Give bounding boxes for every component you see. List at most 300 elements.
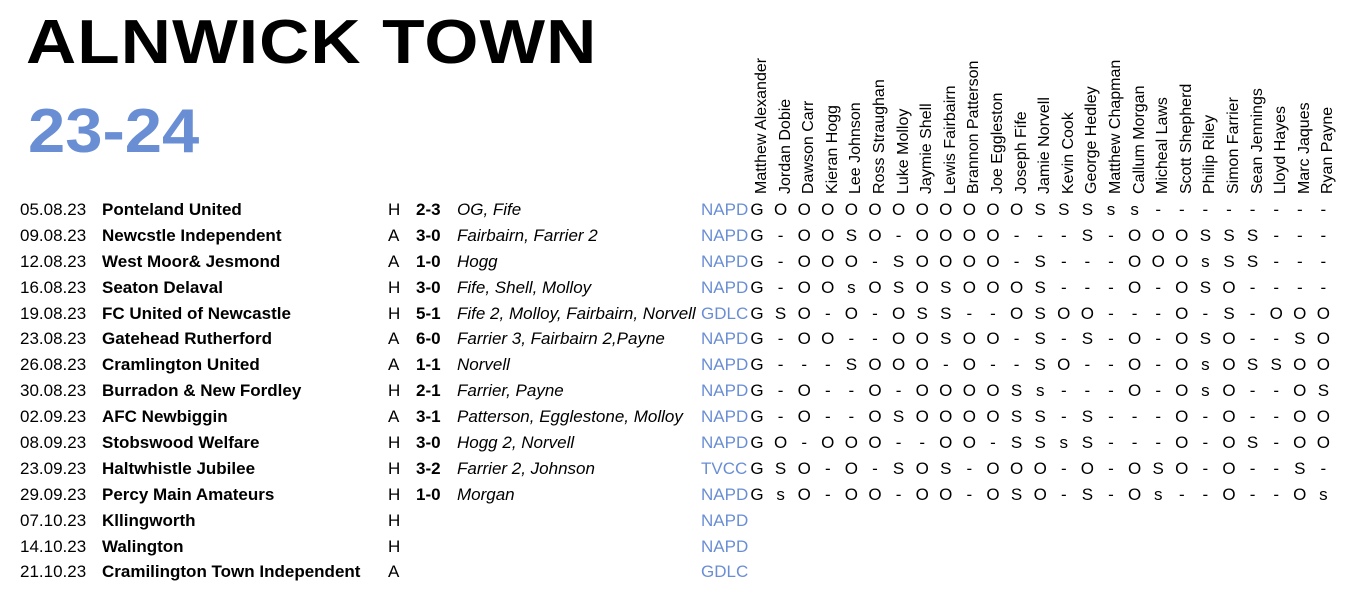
appearance-cell: G [750, 458, 764, 478]
appearance-cell: - [1320, 225, 1327, 245]
match-date: 02.09.23 [20, 407, 87, 427]
appearance-cell: - [1131, 303, 1138, 323]
player-name [891, 0, 915, 194]
appearance-cell: - [1249, 458, 1256, 478]
appearance-cell: S [1081, 225, 1094, 245]
appearance-cell: S [1246, 355, 1259, 375]
appearance-cell: S [845, 355, 858, 375]
player-name-text: Joe Eggleston [989, 92, 1006, 194]
match-date: 29.09.23 [20, 484, 87, 504]
player-name-text: Kevin Cook [1059, 112, 1077, 194]
appearance-cell: - [1131, 433, 1138, 453]
opponent-name: Haltwhistle Jubilee [102, 458, 256, 478]
appearance-cell: - [1108, 303, 1114, 323]
appearance-cell: - [1108, 225, 1114, 245]
appearance-cell: O [1080, 303, 1094, 323]
appearance-cell: O [915, 329, 929, 349]
player-name [1197, 0, 1221, 194]
appearance-cell: - [895, 433, 902, 453]
appearance-cell: - [1202, 458, 1209, 478]
appearance-cell: O [939, 200, 953, 219]
appearance-cell: O [962, 329, 976, 349]
player-name-text: Philip Riley [1201, 114, 1219, 194]
opponent-name: Burradon & New Fordley [102, 381, 302, 401]
appearance-cell: O [868, 225, 882, 245]
appearance-cell: - [1108, 355, 1114, 375]
appearance-cell: O [1222, 277, 1236, 297]
appearance-cell: S [1317, 381, 1330, 401]
appearance-cell: - [1202, 303, 1209, 323]
appearance-cell: O [1222, 381, 1236, 401]
appearance-cell: O [868, 407, 882, 427]
appearance-cell: O [1222, 329, 1236, 349]
appearance-cell: - [777, 407, 784, 427]
competition: GDLC [701, 303, 749, 323]
appearance-cell: O [797, 407, 811, 427]
scorers: Patterson, Egglestone, Molloy [457, 407, 683, 427]
venue: H [388, 484, 401, 504]
scorers: Hogg [457, 251, 498, 271]
appearance-cell: - [1249, 407, 1256, 427]
appearance-cell: - [942, 355, 949, 375]
appearance-cell: S [1199, 329, 1212, 349]
appearance-cell: S [1246, 251, 1259, 271]
appearance-cell: S [1081, 484, 1094, 504]
appearance-cell: - [801, 433, 808, 453]
appearance-cell: O [1033, 484, 1047, 504]
appearance-cell: O [939, 225, 953, 245]
venue: A [388, 251, 400, 271]
appearance-cell: O [1127, 484, 1142, 504]
appearance-cell: O [1293, 381, 1307, 401]
appearance-cell: - [1273, 381, 1280, 401]
appearance-cell: O [1127, 458, 1142, 478]
player-name [1056, 0, 1080, 194]
appearance-cell: s [847, 277, 856, 297]
appearance-cell: - [1108, 458, 1114, 478]
appearance-cell: O [986, 251, 1000, 271]
player-name-text: Dawson Carr [800, 100, 818, 194]
appearance-cell: - [1178, 200, 1185, 219]
appearance-cell: O [1316, 303, 1330, 323]
appearance-cell: - [1108, 407, 1114, 427]
score: 1-0 [416, 251, 441, 271]
appearance-cell: O [915, 381, 929, 401]
appearance-cell: - [824, 381, 831, 401]
appearance-cell: O [915, 251, 929, 271]
competition: NAPD [701, 329, 749, 349]
appearance-cell: S [1294, 458, 1306, 478]
competition: TVCC [701, 458, 748, 478]
appearance-cell: S [1034, 200, 1046, 219]
appearance-cell: - [1273, 277, 1280, 297]
venue: H [388, 303, 401, 323]
appearance-cell: s [1059, 433, 1069, 453]
appearance-cell: - [966, 303, 973, 323]
appearance-cell: - [872, 303, 878, 323]
appearance-cell: O [1316, 407, 1330, 427]
appearance-cell: - [1084, 251, 1091, 271]
appearance-cell: - [895, 381, 902, 401]
appearance-cell: - [848, 381, 855, 401]
appearance-cell: S [1081, 200, 1094, 219]
appearance-cell: - [895, 484, 902, 504]
player-name-text: Jamie Norvell [1036, 97, 1054, 194]
appearance-cell: S [916, 303, 928, 323]
opponent-name: Gatehead Rutherford [102, 329, 273, 349]
player-name [1103, 0, 1127, 194]
appearance-cell: G [750, 303, 764, 323]
appearance-cell: S [1034, 329, 1046, 349]
appearance-cell: O [821, 225, 835, 245]
appearance-cell: O [1316, 433, 1330, 453]
player-name-text: Ryan Payne [1319, 106, 1337, 194]
appearance-cell: O [891, 303, 906, 323]
appearance-cell: O [1057, 303, 1071, 323]
appearance-cell: - [1320, 200, 1327, 219]
appearance-cell: O [1293, 407, 1307, 427]
appearance-cell: G [750, 433, 764, 453]
appearance-cell: O [797, 303, 811, 323]
opponent-name: Kllingworth [102, 510, 196, 530]
appearance-cell: - [1273, 407, 1280, 427]
score: 3-1 [416, 407, 441, 427]
appearance-cell: - [1249, 329, 1256, 349]
appearance-cell: - [1249, 381, 1256, 401]
appearance-cell: O [1127, 355, 1142, 375]
appearance-cell: - [777, 225, 784, 245]
appearance-cell: O [962, 355, 976, 375]
appearance-cell: O [1175, 251, 1189, 271]
player-name-text: Marc Jaques [1295, 102, 1313, 194]
opponent-name: Ponteland United [102, 200, 242, 219]
score: 1-1 [416, 355, 441, 375]
appearance-cell: - [1296, 277, 1303, 297]
appearance-cell: - [824, 303, 831, 323]
appearance-cell: - [1013, 329, 1020, 349]
appearance-cell: O [1293, 355, 1307, 375]
appearance-cell: O [868, 200, 882, 219]
appearance-cell: - [1060, 225, 1067, 245]
appearance-cell: - [966, 458, 973, 478]
competition: NAPD [701, 536, 749, 556]
appearance-cell: O [868, 355, 882, 375]
venue: H [388, 200, 401, 219]
competition: NAPD [701, 484, 749, 504]
appearance-cell: - [1249, 277, 1256, 297]
appearance-cell: O [939, 381, 953, 401]
appearance-cell: O [891, 329, 906, 349]
appearance-cell: O [962, 200, 976, 219]
player-name-text: Callum Morgan [1130, 85, 1148, 194]
appearance-cell: O [939, 484, 953, 504]
player-name [867, 0, 891, 194]
appearance-cell: O [1175, 303, 1189, 323]
appearance-cell: O [939, 433, 953, 453]
scorers: OG, Fife [457, 200, 522, 219]
appearance-cell: O [1033, 458, 1047, 478]
opponent-name: Newcstle Independent [102, 225, 282, 245]
appearance-cell: O [986, 381, 1000, 401]
player-name [1245, 0, 1269, 194]
player-name-text: George Hedley [1083, 86, 1101, 194]
appearance-cell: - [919, 433, 926, 453]
opponent-name: West Moor& Jesmond [102, 251, 281, 271]
appearance-cell: S [1270, 355, 1282, 375]
appearance-cell: S [845, 225, 858, 245]
appearance-cell: S [1010, 381, 1023, 401]
appearance-cell: O [821, 329, 835, 349]
appearance-cell: O [1293, 433, 1307, 453]
appearance-cell: O [1127, 225, 1142, 245]
scorers: Farrier 2, Johnson [457, 458, 595, 478]
appearance-cell: G [750, 225, 764, 245]
appearance-cell: S [1034, 355, 1046, 375]
appearance-cell: O [821, 277, 835, 297]
appearance-cell: O [1009, 458, 1024, 478]
player-name [914, 0, 938, 194]
appearance-cell: - [1155, 407, 1162, 427]
appearance-cell: O [821, 200, 835, 219]
appearance-cell: O [962, 407, 976, 427]
appearance-cell: O [844, 303, 858, 323]
appearance-cell: s [1035, 381, 1045, 401]
appearance-cell: O [868, 277, 882, 297]
competition: NAPD [701, 407, 749, 427]
opponent-name: Cramilington Town Independent [102, 562, 361, 582]
appearance-cell: S [940, 277, 952, 297]
appearance-cell: - [1108, 277, 1114, 297]
score: 2-3 [416, 200, 441, 219]
appearance-cell: s [1153, 484, 1163, 504]
competition: GDLC [701, 562, 749, 582]
appearance-cell: S [1058, 200, 1070, 219]
appearance-cell: O [797, 277, 811, 297]
appearance-cell: O [915, 355, 929, 375]
appearance-cell: - [872, 251, 878, 271]
appearance-cell: - [1320, 458, 1327, 478]
appearance-cell: - [990, 303, 996, 323]
appearance-cell: S [1246, 433, 1259, 453]
appearance-cell: O [1151, 225, 1165, 245]
appearance-cell: O [1316, 355, 1330, 375]
player-name [1009, 0, 1033, 194]
appearance-cell: O [1222, 407, 1236, 427]
appearance-cell: S [1081, 407, 1094, 427]
appearance-cell: S [1034, 407, 1046, 427]
appearance-cell: O [939, 407, 953, 427]
appearance-cell: - [1155, 355, 1162, 375]
appearance-cell: - [824, 484, 831, 504]
appearance-cell: O [1175, 381, 1189, 401]
appearance-cell: - [990, 433, 996, 453]
appearance-cell: - [1084, 355, 1091, 375]
appearance-cell: O [1175, 458, 1189, 478]
venue: A [388, 225, 400, 245]
appearance-cell: O [915, 484, 929, 504]
appearance-cell: O [962, 381, 976, 401]
appearance-cell: O [986, 407, 1000, 427]
appearance-cell: S [1010, 484, 1023, 504]
appearance-cell: - [1273, 458, 1280, 478]
appearance-cell: O [1175, 225, 1189, 245]
appearance-cell: - [1296, 200, 1303, 219]
appearance-cell: - [1084, 277, 1091, 297]
appearance-cell: - [801, 355, 808, 375]
opponent-name: Percy Main Amateurs [102, 484, 275, 504]
match-date: 23.09.23 [20, 458, 87, 478]
match-date: 14.10.23 [20, 536, 87, 556]
player-name [938, 0, 962, 194]
appearance-cell: S [892, 251, 905, 271]
player-name [773, 0, 797, 194]
appearance-cell: - [1202, 433, 1209, 453]
scorers: Hogg 2, Norvell [457, 433, 575, 453]
player-name [1268, 0, 1292, 194]
player-name-text: Lloyd Hayes [1272, 105, 1290, 194]
player-name [961, 0, 985, 194]
player-name [1315, 0, 1339, 194]
appearance-cell: O [962, 225, 976, 245]
player-name-text: Joseph Fife [1012, 111, 1030, 194]
scorers: Farrier 3, Fairbairn 2,Payne [457, 329, 665, 349]
appearance-cell: - [1108, 381, 1114, 401]
appearance-cell: G [750, 200, 764, 219]
match-date: 08.09.23 [20, 433, 87, 453]
appearance-cell: - [777, 277, 784, 297]
appearance-cell: - [1013, 225, 1020, 245]
appearance-cell: s [776, 484, 785, 504]
appearance-cell: O [1127, 381, 1142, 401]
appearance-cell: - [1060, 251, 1067, 271]
appearance-cell: - [848, 407, 855, 427]
appearance-cell: O [986, 458, 1000, 478]
appearance-cell: O [915, 277, 929, 297]
appearance-cell: O [962, 433, 976, 453]
player-name [1292, 0, 1316, 194]
scorers: Fife, Shell, Molloy [457, 277, 592, 297]
appearance-cell: - [1178, 484, 1185, 504]
appearance-cell: O [915, 458, 929, 478]
appearance-cell: O [773, 433, 788, 453]
appearance-cell: O [891, 200, 906, 219]
appearance-cell: - [1108, 251, 1114, 271]
appearance-cell: - [1108, 484, 1114, 504]
opponent-name: Stobswood Welfare [102, 433, 260, 453]
match-date: 23.08.23 [20, 329, 87, 349]
appearance-cell: O [939, 251, 953, 271]
score: 2-1 [416, 381, 441, 401]
player-name [1032, 0, 1056, 194]
appearance-cell: - [1273, 433, 1280, 453]
competition: NAPD [701, 510, 749, 530]
appearance-cell: O [915, 200, 929, 219]
appearance-cell: - [1226, 200, 1232, 219]
appearance-cell: - [824, 407, 831, 427]
appearance-cell: O [891, 355, 906, 375]
appearance-cell: G [750, 381, 764, 401]
appearance-cell: O [844, 433, 858, 453]
opponent-name: Seaton Delaval [102, 277, 223, 297]
competition: NAPD [701, 200, 749, 219]
match-date: 09.08.23 [20, 225, 87, 245]
appearance-cell: S [1246, 225, 1259, 245]
appearance-cell: O [1151, 251, 1165, 271]
appearance-cell: - [1037, 225, 1044, 245]
appearance-cell: O [962, 251, 976, 271]
player-name [1221, 0, 1245, 194]
appearance-cell: O [1175, 433, 1189, 453]
appearance-cell: - [824, 458, 831, 478]
appearance-cell: S [1010, 433, 1023, 453]
competition: NAPD [701, 225, 749, 245]
appearance-cell: O [797, 484, 811, 504]
score: 3-0 [416, 433, 441, 453]
match-date: 30.08.23 [20, 381, 87, 401]
appearance-cell: O [868, 381, 882, 401]
appearance-cell: - [777, 381, 784, 401]
appearance-cell: - [990, 355, 996, 375]
appearance-cell: S [1081, 433, 1094, 453]
venue: A [388, 329, 400, 349]
scorers: Fife 2, Molloy, Fairbairn, Norvell [457, 303, 696, 323]
appearance-cell: O [821, 433, 835, 453]
appearance-cell: O [986, 484, 1000, 504]
appearance-cell: O [986, 200, 1000, 219]
appearance-cell: O [986, 329, 1000, 349]
appearance-cell: O [1127, 329, 1142, 349]
competition: NAPD [701, 251, 749, 271]
appearance-cell: O [1175, 277, 1189, 297]
appearance-cell: - [1060, 381, 1067, 401]
appearance-cell: - [1060, 407, 1067, 427]
player-name-text: Micheal Laws [1154, 97, 1172, 194]
appearance-cell: O [1316, 329, 1330, 349]
appearance-cell: - [848, 329, 855, 349]
appearance-cell: S [940, 303, 952, 323]
appearance-cell: S [1034, 277, 1046, 297]
appearance-cell: - [1202, 484, 1209, 504]
appearance-cell: - [777, 251, 784, 271]
appearance-cell: G [750, 251, 764, 271]
venue: H [388, 433, 401, 453]
appearance-cell: S [1081, 329, 1094, 349]
appearance-cell: S [940, 458, 952, 478]
appearance-cell: O [797, 251, 811, 271]
appearance-cell: S [1223, 251, 1235, 271]
score: 6-0 [416, 329, 441, 349]
competition: NAPD [701, 433, 749, 453]
appearance-cell: - [777, 329, 784, 349]
opponent-name: Cramlington United [102, 355, 260, 375]
scorers: Norvell [457, 355, 510, 375]
appearance-cell: - [1273, 251, 1280, 271]
appearance-cell: S [1223, 303, 1235, 323]
appearance-cell: - [1249, 303, 1256, 323]
appearance-cell: S [1152, 458, 1164, 478]
score: 1-0 [416, 484, 441, 504]
player-name-text: Matthew Alexander [753, 57, 770, 194]
appearance-cell: s [1201, 381, 1210, 401]
season-title: 23-24 [28, 97, 200, 166]
appearance-cell: - [895, 225, 902, 245]
player-name-text: Ross Straughan [871, 79, 888, 194]
player-name [1127, 0, 1151, 194]
opponent-name: FC United of Newcastle [102, 303, 291, 323]
club-title: ALNWICK TOWN [26, 8, 598, 77]
player-name-text: Lee Johnson [847, 102, 865, 194]
appearance-cell: G [750, 355, 764, 375]
